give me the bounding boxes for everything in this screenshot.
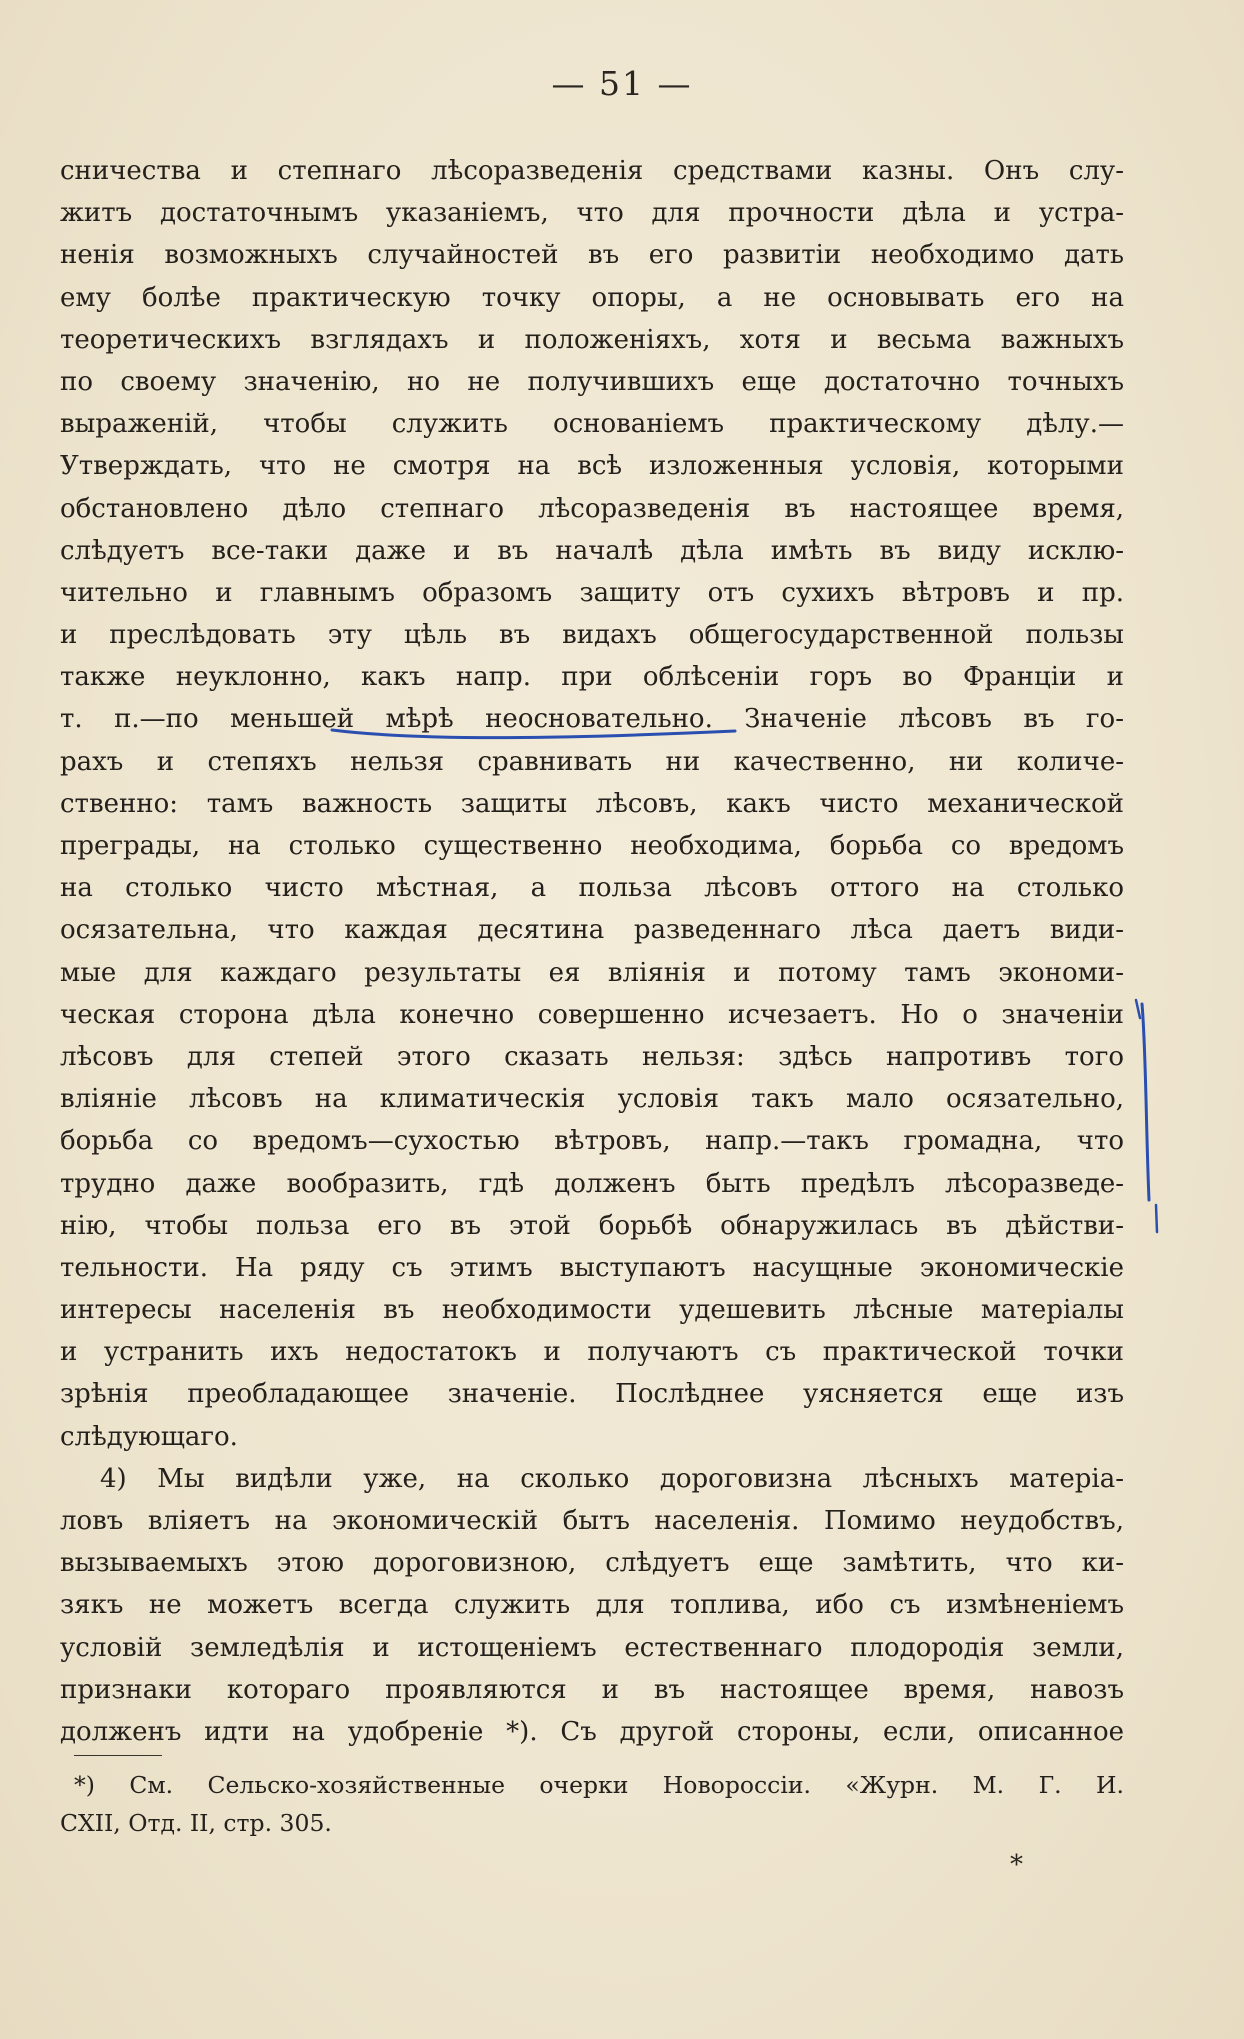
text-line: Утверждать, что не смотря на всѣ изложенныя условія, которыми xyxy=(60,451,1124,482)
pencil-margin-bracket-tick xyxy=(1156,1205,1157,1232)
footnote-line: *) См. Сельско-хозяйственные очерки Новороссіи. «Журн. М. Г. И. xyxy=(74,1771,1124,1799)
footnote-line: CXII, Отд. II, стр. 305. xyxy=(60,1809,332,1837)
text-line: вызываемыхъ этою дороговизною, слѣдуетъ еще замѣтить, что ки- xyxy=(60,1548,1124,1579)
text-line: борьба со вредомъ—сухостью вѣтровъ, напр.—такъ громадна, что xyxy=(60,1126,1124,1157)
text-line: на столько чисто мѣстная, а польза лѣсовъ оттого на столько xyxy=(60,873,1124,904)
text-line: т. п.—по меньшей мѣрѣ неосновательно. Значеніе лѣсовъ въ го- xyxy=(60,704,1124,735)
text-line: выраженій, чтобы служить основаніемъ практическому дѣлу.— xyxy=(60,409,1124,440)
text-line: интересы населенія въ необходимости удешевить лѣсные матеріалы xyxy=(60,1295,1124,1326)
text-line: лѣсовъ для степей этого сказать нельзя: здѣсь напротивъ того xyxy=(60,1041,1124,1072)
text-line: ловъ вліяетъ на экономическій бытъ населенія. Помимо неудобствъ, xyxy=(60,1506,1124,1536)
text-line: также неуклонно, какъ напр. при облѣсеніи горъ во Франціи и xyxy=(60,662,1124,693)
text-line: ственно: тамъ важность защиты лѣсовъ, какъ чисто механической xyxy=(60,788,1124,819)
page-number: — 51 — xyxy=(551,64,693,103)
text-line: по своему значенію, но не получившихъ еще достаточно точныхъ xyxy=(60,366,1124,397)
main-text xyxy=(60,150,1124,1753)
text-line: мые для каждаго результаты ея вліянія и потому тамъ экономи- xyxy=(60,957,1124,988)
text-line: обстановлено дѣло степнаго лѣсоразведенія въ настоящее время, xyxy=(60,493,1124,524)
text-line: осязательна, что каждая десятина разведеннаго лѣса даетъ види- xyxy=(60,915,1124,946)
signature-mark: * xyxy=(1010,1850,1023,1880)
text-line: вліяніе лѣсовъ на климатическія условія такъ мало осязательно, xyxy=(60,1084,1124,1115)
text-line: житъ достаточнымъ указаніемъ, что для прочности дѣла и устра- xyxy=(60,198,1124,229)
text-line: ему болѣе практическую точку опоры, а не основывать его на xyxy=(60,282,1124,313)
text-line: признаки котораго проявляются и въ настоящее время, навозъ xyxy=(60,1674,1124,1705)
footnote-rule xyxy=(74,1755,162,1756)
text-line: трудно даже вообразить, гдѣ долженъ быть предѣлъ лѣсоразведе- xyxy=(60,1168,1124,1199)
text-line: тельности. На ряду съ этимъ выступаютъ насущные экономическіе xyxy=(60,1252,1124,1283)
text-line: ческая сторона дѣла конечно совершенно исчезаетъ. Но о значеніи xyxy=(60,999,1124,1030)
text-line: зрѣнія преобладающее значеніе. Послѣднее уясняется еще изъ xyxy=(60,1379,1124,1410)
pencil-margin-bracket-top xyxy=(1136,1000,1140,1018)
text-line: долженъ идти на удобреніе *). Съ другой стороны, если, описанное xyxy=(60,1716,1124,1747)
text-line: зякъ не можетъ всегда служить для топлива, ибо съ измѣненіемъ xyxy=(60,1590,1124,1621)
text-line: теоретическихъ взглядахъ и положеніяхъ, хотя и весьма важныхъ xyxy=(60,324,1124,355)
text-line: преграды, на столько существенно необходима, борьба со вредомъ xyxy=(60,831,1124,861)
text-line: и устранить ихъ недостатокъ и получаютъ съ практической точки xyxy=(60,1337,1124,1368)
text-line: и преслѣдовать эту цѣль въ видахъ общегосударственной пользы xyxy=(60,620,1124,651)
text-line: чительно и главнымъ образомъ защиту отъ сухихъ вѣтровъ и пр. xyxy=(60,577,1124,608)
text-line: ненія возможныхъ случайностей въ его развитіи необходимо дать xyxy=(60,240,1124,271)
text-line: рахъ и степяхъ нельзя сравнивать ни качественно, ни количе- xyxy=(60,746,1124,777)
text-line: слѣдуетъ все-таки даже и въ началѣ дѣла имѣть въ виду исклю- xyxy=(60,535,1124,566)
text-line: нію, чтобы польза его въ этой борьбѣ обнаружилась въ дѣйстви- xyxy=(60,1210,1124,1241)
text-line: условій земледѣлія и истощеніемъ естественнаго плодородія земли, xyxy=(60,1632,1124,1663)
pencil-margin-bracket xyxy=(1142,1004,1149,1200)
text-line: сничества и степнаго лѣсоразведенія средствами казны. Онъ слу- xyxy=(60,156,1124,186)
text-line: 4) Мы видѣли уже, на сколько дороговизна лѣсныхъ матеріа- xyxy=(100,1463,1124,1494)
text-line: слѣдующаго. xyxy=(60,1421,238,1452)
footnote xyxy=(60,1766,1124,1842)
